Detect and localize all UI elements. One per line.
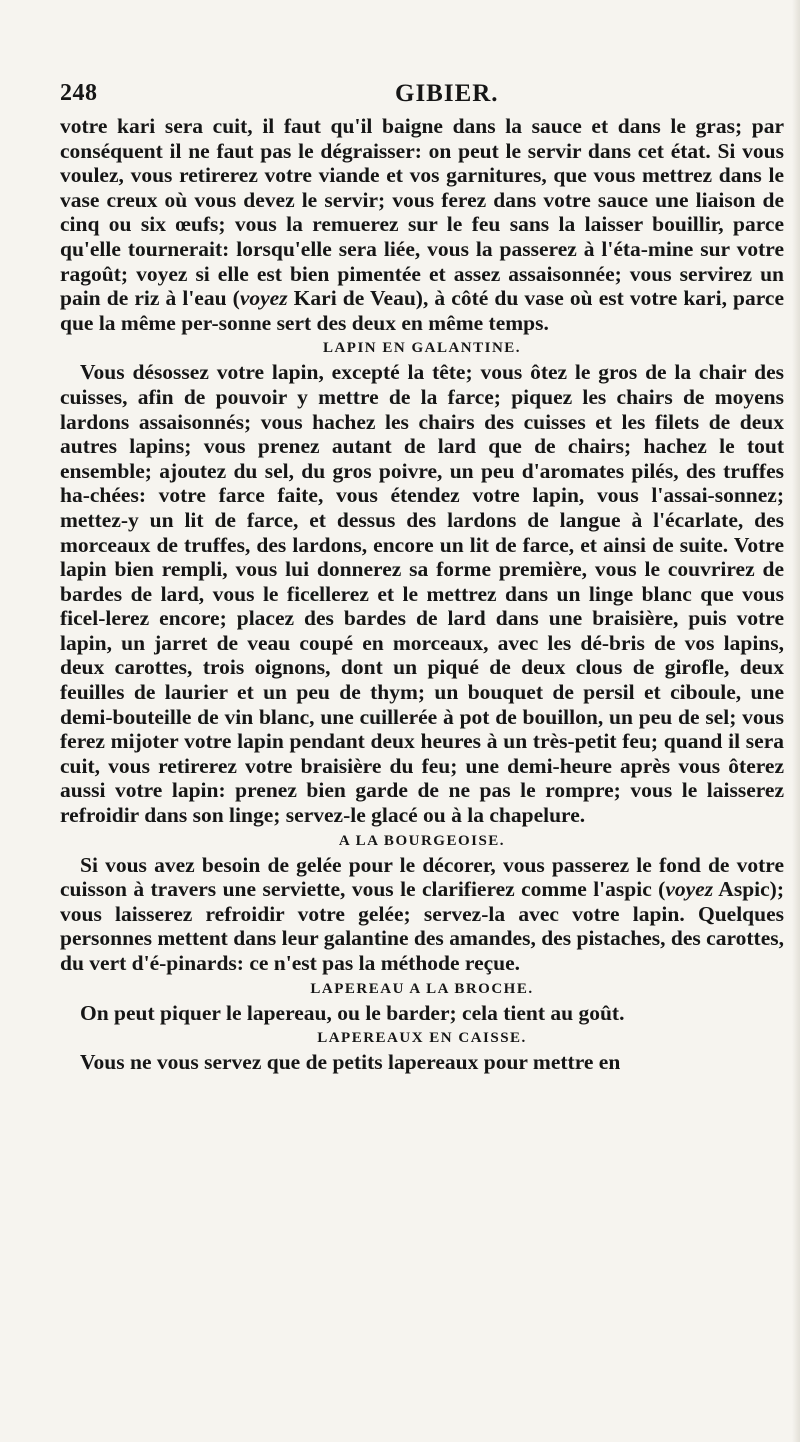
page-body [60,114,784,1075]
section-heading-lapereaux-caisse: LAPEREAUX EN CAISSE. [317,1030,527,1047]
section-heading-lapereau-broche: LAPEREAU A LA BROCHE. [310,980,534,997]
page-edge-shadow [792,0,800,1442]
paragraph-lapin-galantine: Vous désossez votre lapin, excepté la tête; vous ôtez le gros de la chair des cuisses, afin de pouvoir y mettre de la farce; piquez les chairs de moyens lardons assaisonnés; vous hachez les chairs des cuisses et les filets de deux autres lapins; vous prenez autant de lard que de chairs; hachez le tout ensemble; ajoutez du sel, du gros poivre, un peu d'aromates pilés, des truffes ha-chées: votre farce faite, vous étendez votre lapin, vous l'assai-sonnez; mettez-y un lit de farce, et dessus des lardons de langue à l'écarlate, des morceaux de truffes, des lardons, encore un lit de farce, et ainsi de suite. Votre lapin bien rempli, vous lui donnerez sa forme première, vous le couvrirez de bardes de lard, vous le ficellerez et le mettrez dans un linge blanc que vous ficel-lerez encore; placez des bardes de lard dans une braisière, puis votre lapin, un jarret de veau coupé en morceaux, avec les dé-bris de vos lapins, deux carottes, trois oignons, dont un piqué de deux clous de girofle, deux feuilles de laurier et un peu de thym; un bouquet de persil et ciboule, une demi-bouteille de vin blanc, une cuillerée à pot de bouillon, un peu de sel; vous ferez mijoter votre lapin pendant deux heures à un très-petit feu; quand il sera cuit, vous retirerez votre braisière du feu; une demi-heure après vous ôterez aussi votre lapin: prenez bien garde de ne pas le rompre; vous le laisserez refroidir dans son linge; servez-le glacé ou à la chapelure. [60,360,784,828]
section-heading-bourgeoise: A LA BOURGEOISE. [338,832,506,849]
paragraph-bourgeoise: Si vous avez besoin de gelée pour le décorer, vous passerez le fond de votre cuisson à travers une serviette, vous le clarifierez comme l'aspic (voyez Aspic); vous laisserez refroidir votre gelée; servez-la avec votre lapin. Quelques personnes mettent dans leur galantine des amandes, des pistaches, des carottes, du vert d'é-pinards: ce n'est pas la méthode reçue. [60,852,784,975]
voyez-reference: voyez [239,286,288,311]
paragraph-lapereau-broche: On peut piquer le lapereau, ou le barder; cela tient au goût. [80,1000,625,1025]
running-head: GIBIER. [395,80,499,107]
paragraph-lapereaux-caisse: Vous ne vous servez que de petits lapereaux pour mettre en [80,1050,621,1075]
page-number: 248 [60,80,98,106]
page-header [60,80,780,116]
voyez-reference: voyez [665,877,714,902]
section-heading-lapin-galantine: LAPIN EN GALANTINE. [322,340,522,357]
paragraph-kari-continuation: votre kari sera cuit, il faut qu'il baigne dans la sauce et dans le gras; par conséquent il ne faut pas le dégraisser: on peut le servir dans cet état. Si vous voulez, vous retirerez votre viande et vos garnitures, que vous mettrez dans le vase creux où vous devez le servir; vous ferez dans votre sauce une liaison de cinq ou six œufs; vous la remuerez sur le feu sans la laisser bouillir, parce qu'elle tournerait: lorsqu'elle sera liée, vous la passerez à l'éta-mine sur votre ragoût; voyez si elle est bien pimentée et assez assaisonnée; vous servirez un pain de riz à l'eau (voyez Kari de Veau), à côté du vase où est votre kari, parce que la même per-sonne sert des deux en même temps. [60,114,785,335]
